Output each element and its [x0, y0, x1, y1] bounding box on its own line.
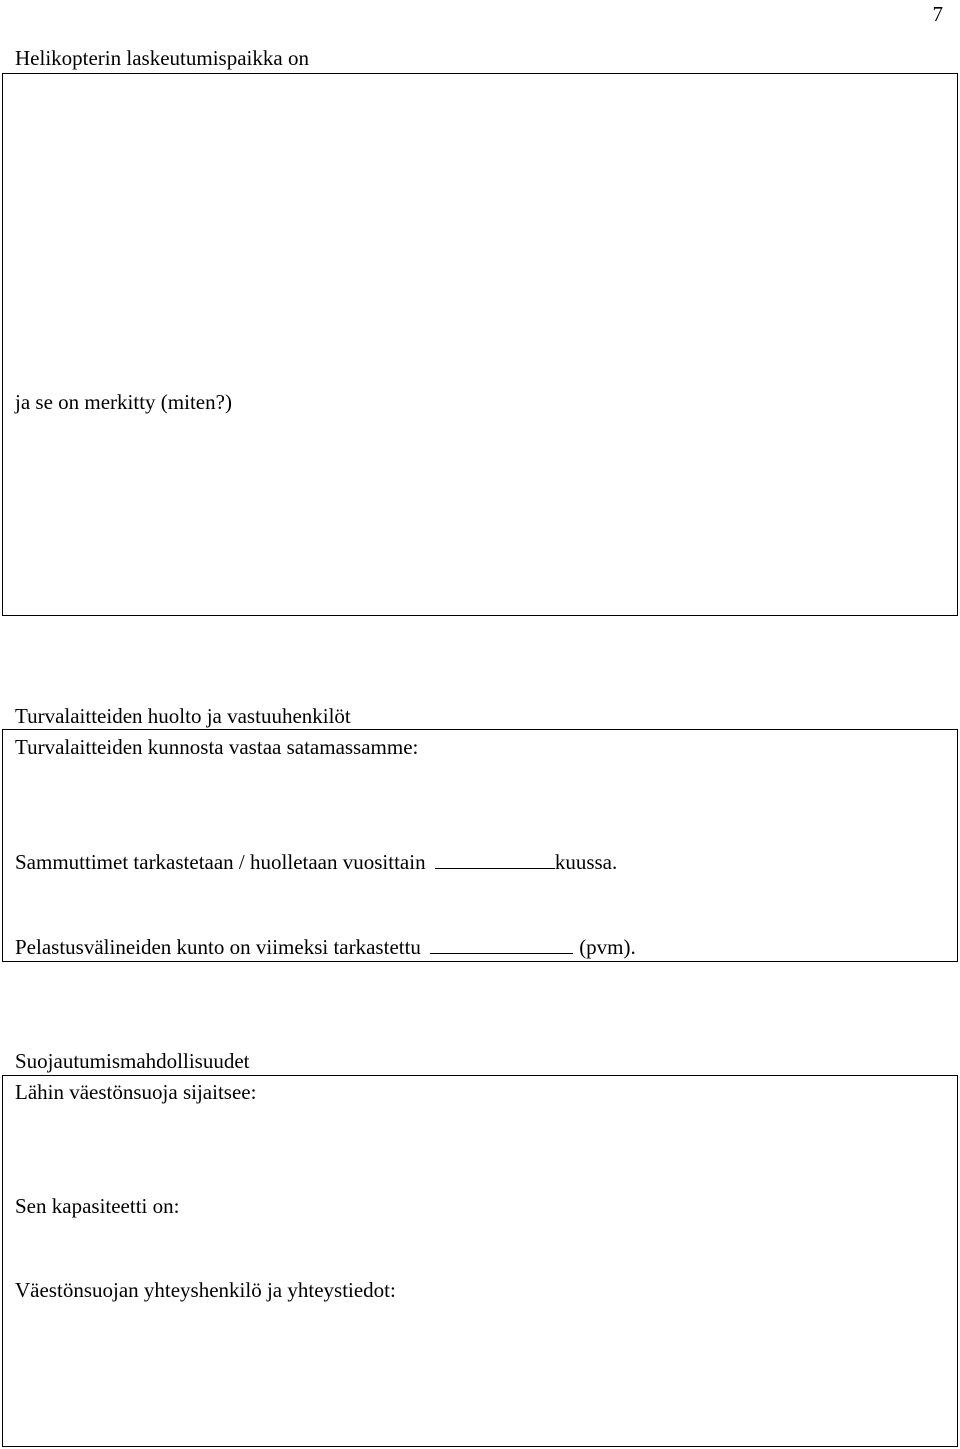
rescue-equipment-line [15, 935, 636, 958]
extinguishers-month-field[interactable] [435, 850, 555, 869]
extinguishers-prefix: Sammuttimet tarkastetaan / huolletaan vuosittain [15, 850, 426, 874]
shelter-location-label: Lähin väestönsuoja sijaitsee: [15, 1080, 257, 1104]
rescue-suffix: (pvm). [579, 935, 636, 959]
rescue-date-field[interactable] [430, 935, 573, 954]
safety-equipment-heading: Turvalaitteiden huolto ja vastuuhenkilöt [15, 704, 351, 728]
responsible-label: Turvalaitteiden kunnosta vastaa satamassamme: [15, 735, 419, 759]
page-number: 7 [932, 2, 943, 26]
shelter-box [2, 1075, 958, 1447]
safety-equipment-box [2, 729, 958, 962]
helicopter-marked-label: ja se on merkitty (miten?) [15, 390, 232, 414]
shelter-heading: Suojautumismahdollisuudet [15, 1049, 250, 1073]
helicopter-answer-box[interactable] [2, 73, 958, 616]
extinguishers-suffix: kuussa. [554, 850, 618, 874]
rescue-prefix: Pelastusvälineiden kunto on viimeksi tarkastettu [15, 935, 421, 959]
shelter-capacity-label: Sen kapasiteetti on: [15, 1194, 180, 1218]
shelter-contact-label: Väestönsuojan yhteyshenkilö ja yhteystiedot: [15, 1278, 396, 1302]
extinguishers-line [15, 850, 617, 873]
helicopter-heading: Helikopterin laskeutumispaikka on [15, 46, 309, 70]
